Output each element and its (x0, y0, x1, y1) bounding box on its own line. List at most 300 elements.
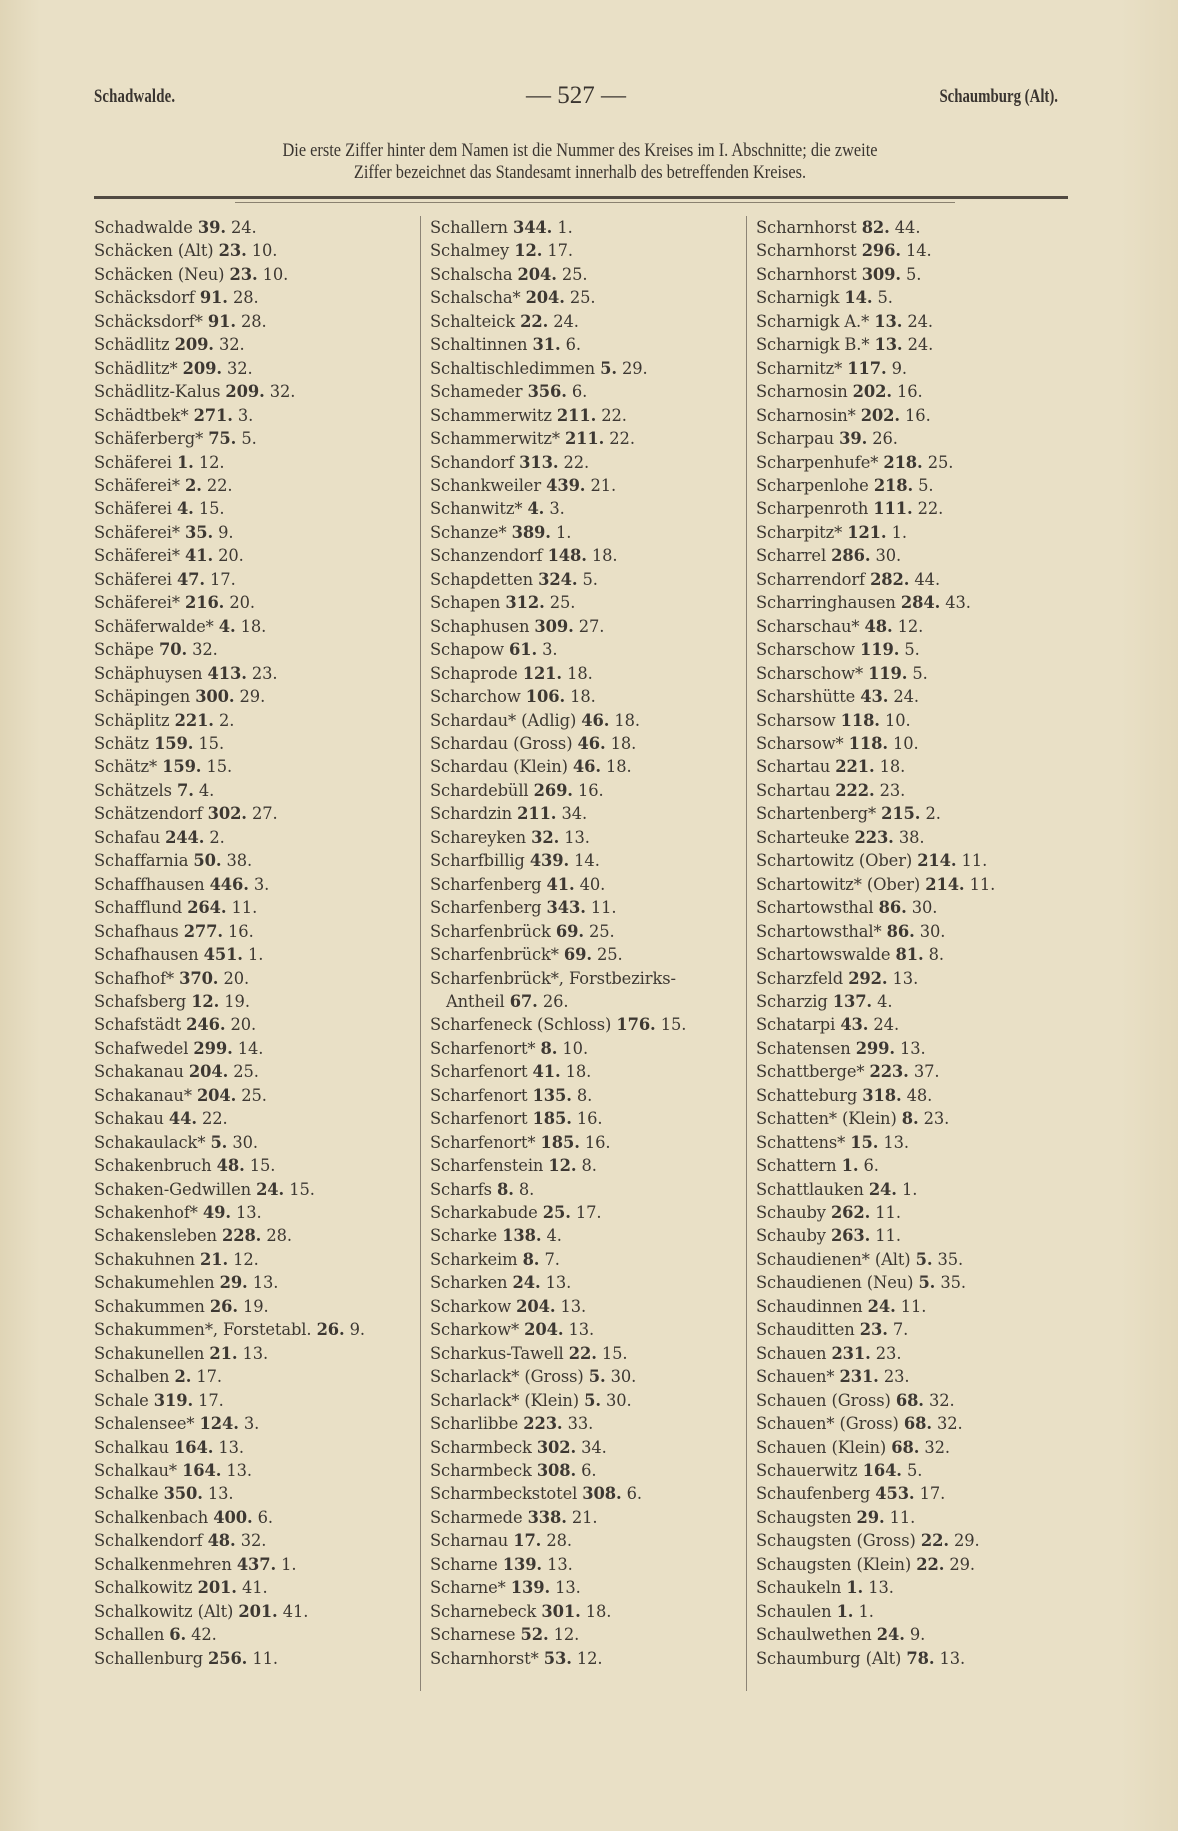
entry-name: Scharnigk A.* (756, 311, 870, 331)
entry-standesamt-number: 6. (863, 1156, 879, 1176)
index-entry (756, 1224, 1076, 1247)
entry-kreis-number: 39. (197, 218, 226, 237)
entry-standesamt-number: 14. (574, 851, 600, 871)
entry-kreis-number: 35. (184, 522, 214, 542)
entry-name: Schattens* (756, 1132, 846, 1152)
entry-standesamt-number: 8. (581, 1156, 597, 1176)
entry-name: Schaltischledimmen (430, 358, 596, 378)
entry-name: Schartau (756, 757, 831, 777)
entry-name: Schartowsthal* (756, 921, 882, 941)
entry-standesamt-number: 13. (242, 1343, 269, 1363)
entry-name: Schalmey (430, 241, 510, 261)
entry-kreis-number: 118. (848, 733, 888, 753)
index-entry (94, 263, 414, 286)
entry-name: Schakummen*, Forstetabl. (94, 1320, 312, 1340)
entry-name: Scharnebeck (430, 1601, 537, 1621)
entry-kreis-number: 451. (203, 945, 243, 965)
index-entry (94, 709, 414, 732)
index-entry (94, 1647, 414, 1670)
entry-standesamt-number: 5. (906, 264, 922, 284)
index-column-1 (94, 216, 414, 1670)
entry-kreis-number: 148. (547, 546, 587, 566)
entry-name: Schapdetten (430, 569, 534, 589)
entry-standesamt-number: 26. (872, 429, 898, 449)
entry-kreis-number: 8. (497, 1179, 514, 1199)
entry-name: Scharnese (430, 1625, 516, 1645)
entry-standesamt-number: 13. (868, 1578, 894, 1598)
entry-name: Scharken (430, 1273, 508, 1293)
index-entry (94, 638, 414, 661)
entry-standesamt-number: 18. (570, 687, 596, 707)
entry-standesamt-number: 40. (579, 874, 606, 894)
entry-name: Schapen (430, 593, 501, 613)
entry-kreis-number: 309. (861, 264, 901, 284)
index-entry (94, 1295, 414, 1318)
entry-name: Schalscha (430, 264, 513, 284)
entry-standesamt-number: 17. (547, 241, 573, 261)
entry-name: Scharpitz* (756, 522, 843, 542)
entry-standesamt-number: 33. (567, 1414, 594, 1434)
entry-name: Scharne* (430, 1578, 506, 1598)
entry-kreis-number: 15. (850, 1132, 879, 1152)
entry-name: Scharpenroth (756, 499, 869, 519)
entry-name: Scharfbillig (430, 851, 525, 871)
entry-kreis-number: 185. (540, 1132, 580, 1152)
entry-kreis-number: 216. (184, 593, 225, 613)
entry-kreis-number: 26. (316, 1320, 345, 1340)
index-entry (756, 1271, 1076, 1294)
running-head-left: Schadwalde. (94, 86, 176, 107)
entry-standesamt-number: 10. (893, 733, 919, 753)
entry-standesamt-number: 32. (924, 1437, 950, 1457)
entry-name: Schäcken (Neu) (94, 264, 225, 284)
entry-kreis-number: 4. (527, 499, 545, 519)
index-entry (430, 216, 750, 239)
entry-standesamt-number: 28. (546, 1531, 572, 1551)
entry-standesamt-number: 15. (601, 1343, 628, 1363)
entry-name: Schardebüll (430, 780, 529, 800)
entry-standesamt-number: 16. (577, 780, 604, 800)
entry-name: Schafau (94, 827, 160, 847)
entry-kreis-number: 244. (165, 827, 205, 847)
entry-standesamt-number: 15. (206, 757, 233, 777)
entry-standesamt-number: 15. (249, 1156, 276, 1176)
entry-standesamt-number: 19. (224, 991, 250, 1011)
entry-kreis-number: 23. (218, 241, 247, 261)
entry-standesamt-number: 8. (518, 1179, 535, 1199)
entry-kreis-number: 228. (221, 1226, 262, 1246)
entry-name: Schapow (430, 640, 504, 660)
entry-standesamt-number: 1. (247, 945, 264, 965)
index-entry (430, 873, 750, 896)
entry-kreis-number: 301. (541, 1601, 581, 1621)
entry-name: Schafhaus (94, 921, 179, 941)
header-rule (94, 196, 1068, 199)
entry-kreis-number: 68. (891, 1437, 920, 1457)
entry-standesamt-number: 6. (581, 1461, 597, 1481)
entry-name: Scharfenberg (430, 874, 542, 894)
entry-name: Schartowsthal (756, 898, 874, 918)
entry-standesamt-number: 3. (253, 874, 270, 894)
entry-standesamt-number: 17. (575, 1203, 602, 1223)
index-entry (94, 310, 414, 333)
entry-name: Scharnhorst (756, 218, 857, 237)
entry-name: Schaudienen* (Alt) (756, 1249, 911, 1269)
entry-standesamt-number: 17. (919, 1484, 946, 1504)
entry-name: Scharschau* (756, 616, 860, 636)
index-entry (756, 1459, 1076, 1482)
entry-standesamt-number: 3. (542, 640, 558, 660)
entry-standesamt-number: 42. (191, 1625, 217, 1645)
entry-standesamt-number: 7. (892, 1320, 909, 1340)
index-entry (756, 755, 1076, 778)
entry-standesamt-number: 34. (561, 804, 588, 824)
entry-kreis-number: 221. (174, 710, 214, 730)
index-entry (756, 1482, 1076, 1505)
entry-standesamt-number: 8. (576, 1085, 593, 1105)
entry-name: Schädlitz* (94, 358, 178, 378)
entry-name: Schalkenmehren (94, 1554, 232, 1574)
index-entry (430, 1365, 750, 1388)
index-entry (430, 1037, 750, 1060)
entry-name: Scharnigk B.* (756, 335, 870, 355)
index-columns (94, 216, 1074, 1696)
entry-name: Schalkowitz (Alt) (94, 1601, 234, 1621)
index-entry (430, 896, 750, 919)
entry-name: Scharmbeckstotel (430, 1484, 578, 1504)
entry-name: Scharshütte (756, 687, 856, 707)
entry-standesamt-number: 21. (571, 1507, 598, 1527)
entry-kreis-number: 111. (873, 499, 913, 519)
entry-standesamt-number: 22. (609, 429, 635, 449)
entry-kreis-number: 46. (577, 733, 606, 753)
entry-standesamt-number: 18. (606, 757, 632, 777)
index-entry (756, 779, 1076, 802)
entry-standesamt-number: 24. (907, 335, 934, 355)
entry-kreis-number: 12. (548, 1156, 577, 1176)
index-entry (430, 709, 750, 732)
entry-standesamt-number: 9. (218, 522, 234, 542)
entry-name: Schalscha* (430, 288, 521, 308)
entry-name: Scharnhorst (756, 241, 857, 261)
entry-kreis-number: 5. (588, 1367, 606, 1387)
entry-name: Schäferei* (94, 593, 180, 613)
index-entry (94, 685, 414, 708)
entry-kreis-number: 68. (895, 1390, 924, 1410)
entry-name: Schäferwalde* (94, 616, 214, 636)
index-entry (756, 310, 1076, 333)
entry-kreis-number: 211. (556, 405, 597, 425)
entry-name: Schäcksdorf (94, 288, 195, 308)
entry-kreis-number: 61. (509, 640, 538, 660)
entry-name: Schardau (Gross) (430, 733, 573, 753)
index-entry (430, 1412, 750, 1435)
entry-kreis-number: 39. (839, 429, 868, 449)
entry-standesamt-number: 28. (232, 288, 259, 308)
entry-standesamt-number: 13. (547, 1554, 573, 1574)
index-entry (756, 239, 1076, 262)
entry-kreis-number: 24. (512, 1273, 541, 1293)
entry-kreis-number: 271. (193, 405, 233, 425)
entry-kreis-number: 223. (854, 827, 894, 847)
entry-standesamt-number: 20. (230, 1015, 257, 1035)
entry-kreis-number: 218. (873, 475, 914, 495)
entry-standesamt-number: 17. (196, 1367, 222, 1387)
entry-kreis-number: 22. (916, 1554, 945, 1574)
entry-name: Schareyken (430, 827, 527, 847)
entry-name: Scharschow (756, 640, 855, 660)
entry-kreis-number: 1. (176, 452, 194, 472)
index-entry (94, 1201, 414, 1224)
index-entry (756, 873, 1076, 896)
entry-standesamt-number: 16. (228, 921, 254, 941)
entry-standesamt-number: 16. (905, 405, 931, 425)
entry-name: Schätzendorf (94, 804, 203, 824)
index-entry (430, 1271, 750, 1294)
index-entry (430, 333, 750, 356)
index-entry (756, 568, 1076, 591)
index-entry (94, 474, 414, 497)
index-entry (430, 1248, 750, 1271)
index-entry (430, 1389, 750, 1412)
entry-name: Schäferei* (94, 546, 180, 566)
index-entry (756, 1600, 1076, 1623)
entry-kreis-number: 218. (883, 452, 923, 472)
entry-standesamt-number: 3. (243, 1414, 260, 1434)
entry-kreis-number: 204. (516, 1296, 556, 1316)
entry-kreis-number: 70. (159, 640, 188, 660)
entry-kreis-number: 118. (840, 710, 880, 730)
entry-name: Schakuhnen (94, 1249, 195, 1269)
entry-name: Schauby (756, 1203, 826, 1223)
entry-standesamt-number: 6. (626, 1484, 642, 1504)
entry-standesamt-number: 23. (875, 1343, 902, 1363)
index-entry (94, 873, 414, 896)
entry-kreis-number: 43. (860, 687, 889, 707)
index-entry (756, 1623, 1076, 1646)
entry-kreis-number: 215. (881, 804, 921, 824)
entry-kreis-number: 68. (903, 1414, 932, 1434)
entry-kreis-number: 221. (835, 757, 875, 777)
entry-kreis-number: 439. (529, 851, 570, 871)
entry-name: Scharkow (430, 1296, 512, 1316)
entry-kreis-number: 164. (182, 1461, 222, 1481)
index-entry (430, 404, 750, 427)
index-entry (756, 1013, 1076, 1036)
index-entry (94, 451, 414, 474)
entry-standesamt-number: 11. (961, 851, 988, 871)
index-entry (94, 1107, 414, 1130)
entry-kreis-number: 263. (830, 1226, 871, 1246)
entry-standesamt-number: 1. (901, 1179, 918, 1199)
entry-kreis-number: 25. (542, 1203, 571, 1223)
entry-name: Schaffhausen (94, 874, 205, 894)
entry-name: Schaphusen (430, 616, 530, 636)
entry-standesamt-number: 1. (281, 1554, 297, 1574)
entry-kreis-number: 356. (527, 382, 567, 402)
entry-kreis-number: 231. (831, 1343, 871, 1363)
entry-name: Schardau* (Adlig) (430, 710, 577, 730)
entry-standesamt-number: 29. (622, 358, 648, 378)
entry-kreis-number: 22. (520, 311, 549, 331)
entry-kreis-number: 117. (847, 358, 887, 378)
entry-name: Schäferei (94, 452, 172, 472)
entry-standesamt-number: 13. (564, 827, 590, 847)
entry-kreis-number: 202. (852, 382, 892, 402)
entry-name: Scharnigk (756, 288, 840, 308)
entry-kreis-number: 446. (209, 874, 249, 894)
entry-name: Schanzendorf (430, 546, 543, 566)
entry-kreis-number: 1. (836, 1601, 854, 1621)
entry-kreis-number: 164. (862, 1461, 902, 1481)
entry-name: Schaulen (756, 1601, 832, 1621)
entry-standesamt-number: 12. (576, 1648, 603, 1668)
index-entry (430, 497, 750, 520)
index-entry (756, 802, 1076, 825)
entry-kreis-number: 313. (519, 452, 559, 472)
entry-kreis-number: 1. (841, 1156, 859, 1176)
entry-standesamt-number: 35. (940, 1273, 966, 1293)
entry-standesamt-number: 5. (912, 663, 928, 683)
entry-standesamt-number: 4. (546, 1226, 562, 1246)
index-entry (756, 685, 1076, 708)
entry-name: Schakanau* (94, 1085, 192, 1105)
entry-standesamt-number: 21. (590, 475, 617, 495)
entry-name: Schäcksdorf* (94, 311, 203, 331)
entry-name: Schauen (756, 1343, 827, 1363)
index-entry (94, 732, 414, 755)
entry-standesamt-number: 27. (251, 804, 278, 824)
entry-standesamt-number: 23. (879, 780, 906, 800)
entry-kreis-number: 204. (188, 1062, 229, 1082)
entry-kreis-number: 124. (199, 1414, 239, 1434)
index-entry (756, 544, 1076, 567)
entry-kreis-number: 343. (546, 898, 586, 918)
entry-name: Schauen (Klein) (756, 1437, 887, 1457)
entry-kreis-number: 52. (520, 1625, 549, 1645)
index-entry (94, 380, 414, 403)
entry-name: Schallern (430, 218, 508, 237)
index-column-2 (420, 216, 750, 1691)
entry-standesamt-number: 6. (571, 382, 588, 402)
entry-standesamt-number: 24. (230, 218, 257, 237)
entry-name: Schaugsten (Gross) (756, 1531, 916, 1551)
entry-standesamt-number: 11. (231, 898, 258, 918)
entry-name: Schäphuysen (94, 663, 203, 683)
index-entry (756, 1107, 1076, 1130)
entry-kreis-number: 137. (832, 991, 872, 1011)
entry-name: Schartau (756, 780, 831, 800)
index-entry (430, 357, 750, 380)
entry-name: Schaukeln (756, 1578, 842, 1598)
index-entry (94, 1131, 414, 1154)
entry-standesamt-number: 29. (239, 687, 266, 707)
index-entry (430, 1576, 750, 1599)
index-entry (94, 568, 414, 591)
entry-standesamt-number: 19. (243, 1296, 269, 1316)
entry-name: Scharfenbrück (430, 921, 551, 941)
index-entry (94, 967, 414, 990)
index-entry (94, 497, 414, 520)
entry-name: Scharnitz* (756, 358, 843, 378)
index-entry (430, 380, 750, 403)
index-entry (94, 1060, 414, 1083)
entry-standesamt-number: 3. (237, 405, 254, 425)
entry-standesamt-number: 32. (240, 1531, 267, 1551)
entry-standesamt-number: 5. (877, 288, 893, 308)
index-entry (94, 802, 414, 825)
entry-standesamt-number: 32. (218, 335, 245, 355)
entry-name: Schafhof* (94, 968, 175, 988)
entry-standesamt-number: 30. (606, 1390, 632, 1410)
entry-standesamt-number: 11. (889, 1507, 916, 1527)
entry-kreis-number: 81. (895, 945, 924, 965)
entry-standesamt-number: 25. (588, 921, 615, 941)
entry-standesamt-number: 30. (232, 1132, 258, 1152)
entry-name: Scharfenbrück* (430, 945, 559, 965)
entry-name: Schafflund (94, 898, 183, 918)
index-entry (430, 1553, 750, 1576)
index-entry (94, 1271, 414, 1294)
entry-name: Schalensee* (94, 1414, 195, 1434)
entry-kreis-number: 22. (568, 1343, 597, 1363)
entry-kreis-number: 106. (525, 687, 566, 707)
entry-name: Schaken-Gedwillen (94, 1179, 251, 1199)
entry-kreis-number: 209. (182, 358, 222, 378)
index-entry (94, 544, 414, 567)
entry-name: Scharnosin* (756, 405, 856, 425)
index-entry (430, 1482, 750, 1505)
index-entry (756, 1295, 1076, 1318)
entry-kreis-number: 439. (546, 475, 586, 495)
entry-standesamt-number: 2. (209, 827, 225, 847)
index-entry (94, 1529, 414, 1552)
entry-kreis-number: 5. (210, 1132, 228, 1152)
index-entry (94, 1224, 414, 1247)
entry-standesamt-number: 10. (251, 241, 278, 261)
index-entry (94, 779, 414, 802)
entry-kreis-number: 17. (513, 1531, 542, 1551)
entry-name: Schaulwethen (756, 1625, 872, 1645)
index-entry (756, 427, 1076, 450)
index-entry (756, 638, 1076, 661)
entry-name: Schädlitz-Kalus (94, 382, 221, 402)
entry-standesamt-number: 28. (266, 1226, 292, 1246)
index-entry (756, 474, 1076, 497)
entry-name: Scharfenort (430, 1085, 528, 1105)
index-entry (430, 990, 750, 1013)
entry-standesamt-number: 32. (928, 1390, 955, 1410)
entry-standesamt-number: 29. (953, 1531, 980, 1551)
entry-kreis-number: 7. (176, 780, 194, 800)
index-entry (756, 1529, 1076, 1552)
index-entry (94, 404, 414, 427)
entry-standesamt-number: 2. (218, 710, 235, 730)
entry-standesamt-number: 25. (561, 264, 588, 284)
index-entry (430, 1342, 750, 1365)
entry-standesamt-number: 44. (914, 569, 941, 589)
index-entry (756, 896, 1076, 919)
entry-standesamt-number: 32. (226, 358, 253, 378)
entry-name: Schakummen (94, 1296, 205, 1316)
entry-kreis-number: 292. (848, 968, 888, 988)
entry-name: Schaugsten (756, 1507, 852, 1527)
entry-name: Scharfenstein (430, 1156, 544, 1176)
entry-standesamt-number: 37. (913, 1062, 940, 1082)
entry-kreis-number: 277. (183, 921, 223, 941)
entry-name: Schädtbek* (94, 405, 189, 425)
entry-standesamt-number: 15. (198, 499, 225, 519)
